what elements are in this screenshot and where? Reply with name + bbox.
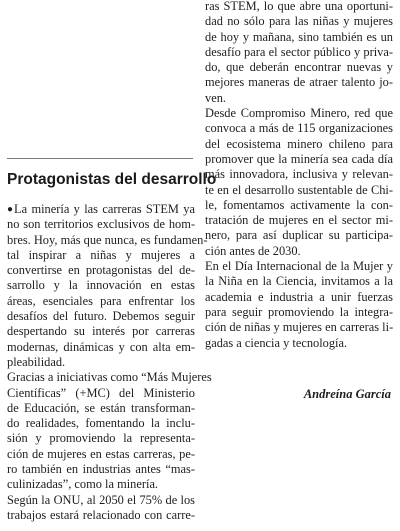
text-line: la Niña en la Ciencia, invitamos a la — [205, 274, 393, 289]
text-line: áreas, esenciales para enfrentar los — [7, 293, 195, 308]
text-line: te en el desarrollo sustentable de Chi- — [205, 182, 393, 197]
text-line: pleabilidad. — [7, 354, 66, 369]
author-signature: Andreína García — [303, 387, 391, 401]
text-line: desafíos del futuro. Debemos seguir — [7, 309, 195, 324]
text-line: ción antes de 2030. — [205, 243, 301, 258]
text-line: ven. — [205, 90, 226, 105]
article-headline: Protagonistas del desarrollo — [7, 171, 217, 188]
text-line: de Educación, se están transforman- — [7, 400, 195, 415]
text-line: no son territorios exclusivos de hom- — [7, 217, 195, 232]
text-line: gadas a ciencia y tecnología. — [205, 335, 348, 350]
text-line: ras STEM, lo que abre una oportuni- — [205, 0, 393, 13]
text-line: ción de mujeres en estas carreras, pe- — [7, 446, 195, 461]
text-line: del ecosistema minero chileno para — [205, 136, 393, 151]
text-line: dad no sólo para las niñas y mujeres — [205, 14, 393, 29]
text-line: le, fomentamos activamente la con- — [205, 197, 393, 212]
text-line: convertirse en protagonistas del de- — [7, 263, 195, 278]
text-line: do, que deberán encontrar nuevas y — [205, 60, 393, 75]
text-line: Gracias a iniciativas como “Más Mujeres — [7, 370, 212, 385]
article-body-right-column — [205, 0, 393, 351]
text-line: ●La minería y las carreras STEM ya — [7, 202, 195, 216]
text-line: Desde Compromiso Minero, red que — [205, 106, 393, 121]
text-line: bres. Hoy, más que nunca, es fundamen- — [7, 232, 208, 247]
text-line: promover que la minería sea cada día — [205, 151, 393, 166]
text-line: academia e industria a unir fuerzas — [205, 289, 393, 304]
text-line: ro también en industrias antes “mas- — [7, 462, 195, 477]
article-body-left-column — [7, 202, 212, 523]
text-line: mejores maneras de atraer talento jo- — [205, 75, 393, 90]
text-line: trabajos estará relacionado con carre- — [7, 507, 195, 522]
text-line: desafío para el sector público y priva- — [205, 44, 393, 59]
text-line: En el Día Internacional de la Mujer y — [205, 259, 393, 274]
text-line: sión y promoviendo la representa- — [7, 431, 195, 446]
text-line: culinizadas”, como la minería. — [7, 477, 159, 492]
text-line: do realidades, fomentando la inclu- — [7, 416, 195, 431]
text-line: ción de niñas y mujeres en carreras li- — [205, 320, 394, 335]
text-line: convoca a más de 115 organizaciones — [205, 121, 393, 136]
text-line: sarrollo y la innovación en estas — [7, 278, 195, 293]
text-line: Científicas” (+MC) del Ministerio — [7, 385, 195, 400]
section-divider — [7, 158, 193, 159]
text-line: Según la ONU, al 2050 el 75% de los — [7, 492, 195, 507]
text-line: más innovadora, inclusiva y relevan- — [205, 167, 393, 182]
text-line: nero, para así duplicar su participa- — [205, 228, 393, 243]
text-line: modernas, dinámicas y con alta em- — [7, 339, 195, 354]
text-line: para seguir promoviendo la integra- — [205, 304, 393, 319]
text-line: tal inspirar a niñas y mujeres a — [7, 247, 195, 262]
text-line: de hoy y mañana, sino también es un — [205, 29, 393, 44]
text-line: despertando su interés por carreras — [7, 324, 195, 339]
text-line: tratación de mujeres en el sector mi- — [205, 213, 393, 228]
bullet-icon: ● — [7, 204, 14, 215]
